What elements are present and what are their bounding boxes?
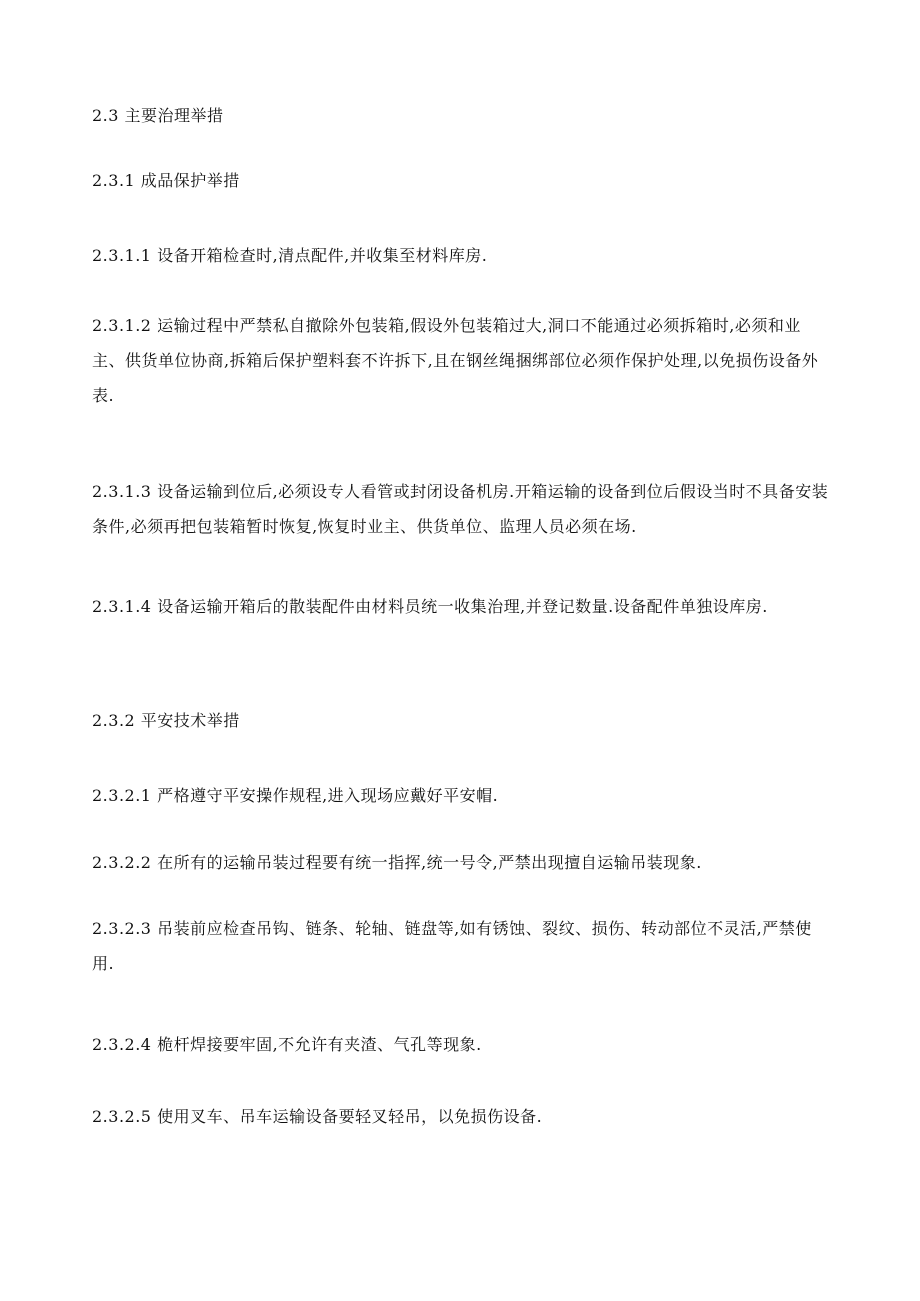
section-heading-2-3: 2.3 主要治理举措: [92, 106, 224, 125]
subsection-heading-2-3-1: 2.3.1 成品保护举措: [92, 171, 240, 190]
paragraph-2-3-2-2: 2.3.2.2 在所有的运输吊装过程要有统一指挥,统一号令,严禁出现擅自运输吊装现象.: [92, 853, 702, 872]
paragraph-2-3-2-4: 2.3.2.4 桅杆焊接要牢固,不允许有夹渣、气孔等现象.: [92, 1035, 482, 1054]
paragraph-2-3-1-2: 2.3.1.2 运输过程中严禁私自撤除外包装箱,假设外包装箱过大,洞口不能通过必须拆箱时,必须和业主、供货单位协商,拆箱后保护塑料套不许拆下,且在钢丝绳捆绑部位必须作保护处理,以免损伤设备外表.: [92, 316, 819, 405]
paragraph-2-3-1-1: 2.3.1.1 设备开箱检查时,清点配件,并收集至材料库房.: [92, 246, 488, 265]
paragraph-2-3-1-3: 2.3.1.3 设备运输到位后,必须设专人看管或封闭设备机房.开箱运输的设备到位后假设当时不具备安装条件,必须再把包装箱暂时恢复,恢复时业主、供货单位、监理人员必须在场.: [92, 482, 829, 536]
paragraph-2-3-2-1: 2.3.2.1 严格遵守平安操作规程,进入现场应戴好平安帽.: [92, 786, 499, 805]
paragraph-2-3-1-4: 2.3.1.4 设备运输开箱后的散装配件由材料员统一收集治理,并登记数量.设备配件单独设库房.: [92, 597, 768, 616]
paragraph-2-3-2-5: 2.3.2.5 使用叉车、吊车运输设备要轻叉轻吊，以免损伤设备.: [92, 1107, 543, 1126]
paragraph-2-3-2-3: 2.3.2.3 吊装前应检查吊钩、链条、轮轴、链盘等,如有锈蚀、裂纹、损伤、转动部位不灵活,严禁使用.: [92, 919, 812, 973]
subsection-heading-2-3-2: 2.3.2 平安技术举措: [92, 711, 240, 730]
